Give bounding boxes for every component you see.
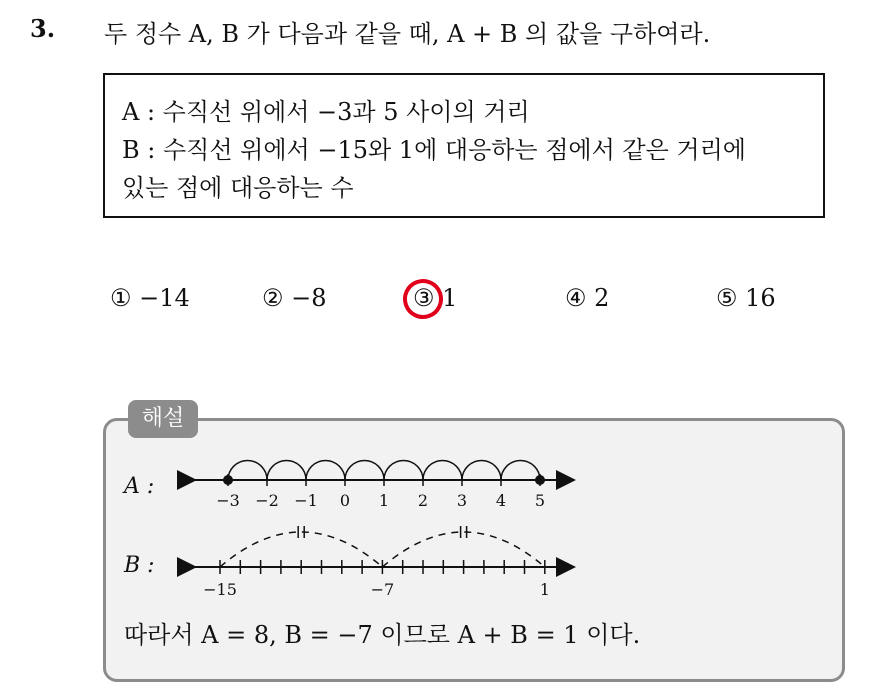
tick-label-a: −3	[216, 491, 240, 510]
choice-2[interactable]: ② −8	[262, 284, 327, 312]
condition-b: B : 수직선 위에서 −15와 1에 대응하는 점에서 같은 거리에	[122, 136, 746, 164]
condition-b-cont: 있는 점에 대응하는 수	[122, 174, 354, 202]
tick-label-a: −1	[294, 491, 318, 510]
choice-1[interactable]: ① −14	[110, 284, 190, 312]
tick-label-b: 1	[539, 580, 550, 599]
tick-label-a: 4	[495, 491, 507, 510]
arc-a	[267, 461, 306, 481]
arc-a	[462, 461, 501, 481]
condition-a: A : 수직선 위에서 −3과 5 사이의 거리	[122, 98, 530, 126]
question-number: 3.	[30, 14, 56, 43]
arc-a	[501, 461, 540, 481]
tick-label-b: −7	[370, 580, 395, 599]
tick-label-a: 0	[339, 491, 351, 510]
tick-label-b: −15	[203, 580, 237, 599]
arc-a	[228, 461, 267, 481]
solution-a-label: A :	[124, 474, 155, 499]
tick-label-a: 1	[378, 491, 390, 510]
tick-label-a: 2	[417, 491, 429, 510]
tick-label-a: 5	[534, 491, 546, 510]
arc-a	[306, 461, 345, 481]
choice-3[interactable]: ③ 1	[413, 284, 458, 312]
choice-4[interactable]: ④ 2	[565, 284, 610, 312]
tick-label-a: 3	[456, 491, 468, 510]
number-line-b	[193, 526, 572, 599]
question-text: 두 정수 A, B 가 다음과 같을 때, A + B 의 값을 구하여라.	[104, 20, 711, 48]
solution-tag: 해설	[128, 400, 198, 438]
solution-conclusion: 따라서 A = 8, B = −7 이므로 A + B = 1 이다.	[124, 621, 641, 649]
number-line-a	[193, 461, 572, 511]
solution-b-label: B :	[124, 553, 155, 578]
arc-a	[345, 461, 384, 481]
dot-a-end	[535, 475, 545, 485]
choice-5[interactable]: ⑤ 16	[716, 284, 776, 312]
dot-a-start	[223, 475, 233, 485]
arc-a	[423, 461, 462, 481]
tick-label-a: −2	[255, 491, 279, 510]
arc-a	[384, 461, 423, 481]
